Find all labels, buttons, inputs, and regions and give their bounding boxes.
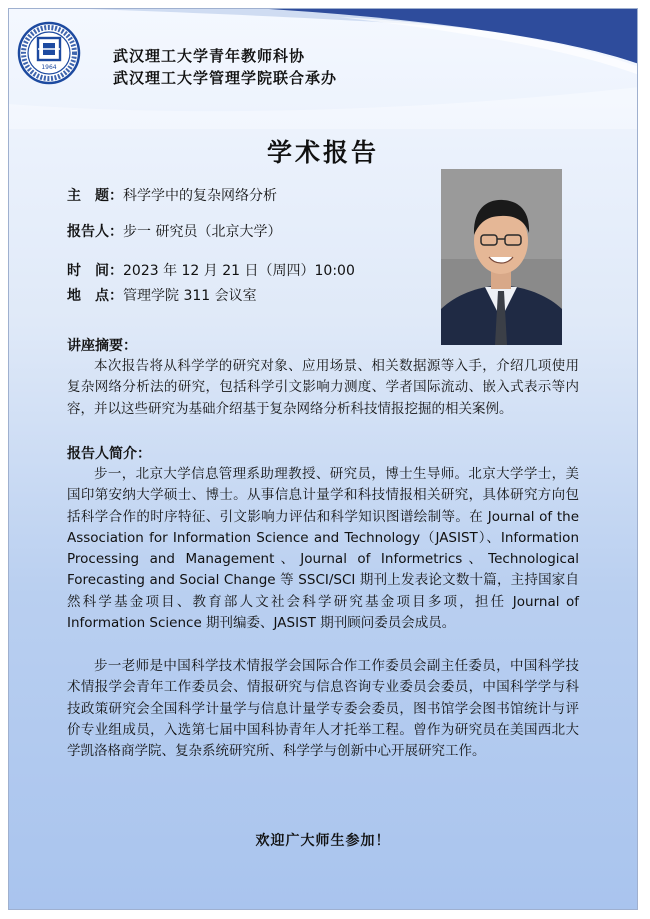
closing-invitation: 欢迎广大师生参加！: [255, 833, 391, 849]
bio-paragraph-1: 步一，北京大学信息管理系助理教授、研究员，博士生导师。北京大学学士，美国印第安纳大学硕士、博士。从事信息计量学和科技情报相关研究，具体研究方向包括科学合作的时序特征、引文影响力评估和科学知识图谱绘制等。在 Journal of the Association for Information Science and Technology（JASIST）、Information Processing and Management、Journal of Informetrics、Technological Forecasting and Social Change 等 SSCI/SCI 期刊上发表论文数十篇，主持国家自然科学基金项目、教育部人文社会科学研究基金项目多项，担任 Journal of Information Science 期刊编委、JASIST 期刊顾问委员会成员。: [67, 466, 579, 632]
place-value: 管理学院 311 会议室: [123, 288, 257, 304]
speaker-label: 报告人：: [67, 224, 123, 240]
organizer-line-2: 武汉理工大学管理学院联合承办: [113, 69, 338, 87]
page-title: 学术报告: [266, 138, 379, 167]
abstract-heading: 讲座摘要：: [67, 338, 137, 354]
place-label: 地 点：: [67, 288, 123, 304]
topic-row: [67, 185, 277, 205]
time-value: 2023 年 12 月 21 日（周四）10:00: [123, 263, 355, 279]
bio-heading: 报告人简介：: [67, 446, 151, 462]
bio-paragraph-2: 步一老师是中国科学技术情报学会国际合作工作委员会副主任委员，中国科学技术情报学会青年工作委员会、情报研究与信息咨询专业委员会委员，中国科学学与科技政策研究会全国科学计量学与信息计量学专委会委员，图书馆学会图书馆统计与评价专业组成员，入选第七届中国科协青年人才托举工程。曾作为研究员在美国西北大学凯洛格商学院、复杂系统研究所、科学学与创新中心开展研究工作。: [67, 658, 579, 760]
swoosh-fade: [9, 87, 638, 129]
speaker-photo: [441, 169, 562, 345]
logo-year: 1964: [41, 64, 57, 71]
university-logo-icon: [17, 21, 81, 85]
topic-label: 主 题：: [67, 188, 123, 204]
poster: [8, 8, 638, 910]
speaker-value: 步一 研究员（北京大学）: [123, 224, 282, 240]
abstract-text: 本次报告将从科学学的研究对象、应用场景、相关数据源等入手，介绍几项使用复杂网络分析法的研究，包括科学引文影响力测度、学者国际流动、嵌入式表示等内容，并以这些研究为基础介绍基于复杂网络分析科技情报挖掘的相关案例。: [67, 358, 579, 417]
speaker-row: [67, 221, 281, 241]
topic-value: 科学学中的复杂网络分析: [123, 188, 277, 204]
place-row: [67, 285, 257, 305]
time-label: 时 间：: [67, 263, 123, 279]
organizer-line-1: 武汉理工大学青年教师科协: [113, 47, 306, 65]
time-row: [67, 260, 355, 280]
